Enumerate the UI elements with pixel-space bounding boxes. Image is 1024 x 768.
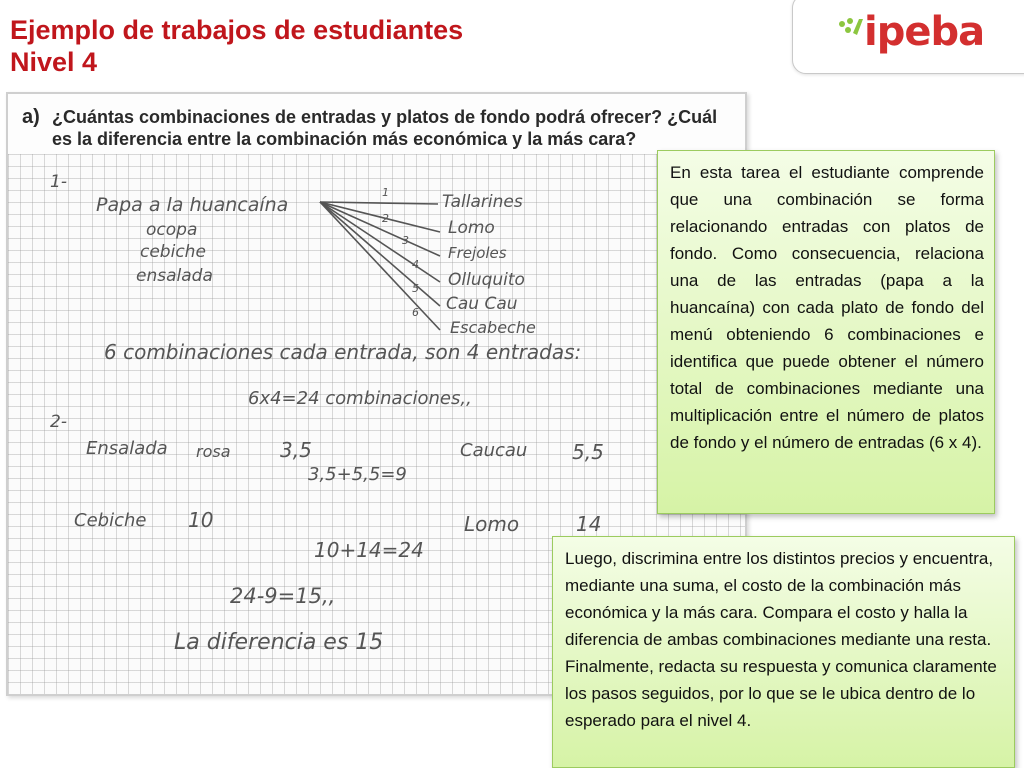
hw-sentence: 6 combinaciones cada entrada, son 4 entradas: [104,340,582,364]
logo-panel [792,0,1024,74]
hw-entrada-4: ensalada [136,266,213,286]
question-text: ¿Cuántas combinaciones de entradas y platos de fondo podrá ofrecer? ¿Cuál es la diferencia entre la combinación más económica y la más cara? [52,107,718,149]
hw-calc-3: 10+14=24 [314,538,424,562]
hw-number-3: 3 [402,234,409,247]
hw-ensalada-rosa: rosa [196,442,231,461]
hw-plato-4: Olluquito [448,270,525,290]
hw-cebiche-price: 10 [188,508,214,532]
hw-cebiche: Cebiche [74,510,147,531]
hw-ensalada-price: 3,5 [280,438,312,462]
hw-number-6: 6 [412,306,419,319]
ipeba-leaf-logo-icon [837,15,867,45]
hw-plato-5: Cau Cau [446,294,518,314]
hw-plato-3: Frejoles [448,244,507,262]
hw-answer: La diferencia es 15 [174,630,384,655]
hw-entrada-2: ocopa [146,220,198,240]
logo-text: ipeba [864,9,985,55]
hw-caucau: Caucau [460,440,528,461]
hw-lomo-price: 14 [576,512,602,536]
hw-calc-2: 3,5+5,5=9 [308,464,407,485]
hw-entrada-3: cebiche [140,242,206,262]
hw-number-4: 4 [412,258,419,271]
slide-title [10,14,463,78]
hw-plato-6: Escabeche [450,318,536,337]
commentary-box-1 [657,150,995,514]
question-letter: a) [22,106,40,128]
hw-part2-label: 2- [50,412,67,432]
hw-calc-1: 6x4=24 combinaciones,, [248,388,472,409]
slide-title-line1: Ejemplo de trabajos de estudiantes [10,15,464,45]
hw-plato-1: Tallarines [442,192,523,212]
hw-ensalada: Ensalada [86,438,168,459]
commentary-box-2 [552,536,1015,768]
hw-calc-4: 24-9=15,, [230,584,336,608]
slide-title-line2: Nivel 4 [10,47,98,77]
hw-plato-2: Lomo [448,218,495,238]
hw-number-2: 2 [382,212,389,225]
hw-lomo: Lomo [464,512,520,536]
commentary-text-1: En esta tarea el estudiante comprende que una combinación se forma relacionando entradas con platos de fondo. Como consecuencia, relaciona una de las entradas (papa a la huancaína) con cada plato de fondo del menú obteniendo 6 combinaciones e identifica que puede obtener el número total de combinaciones mediante una multiplicación entre el número de platos de fondo y el número de entradas (6 x 4). [670,163,984,452]
hw-entrada-1: Papa a la huancaína [96,194,289,216]
hw-caucau-price: 5,5 [572,440,604,464]
commentary-text-2: Luego, discrimina entre los distintos precios y encuentra, mediante una suma, el costo de la combinación más económica y la más cara. Compara el costo y halla la diferencia de ambas combinaciones mediante una resta. Finalmente, redacta su respuesta y comunica claramente los pasos seguidos, por lo que se le ubica dentro de lo esperado para el nivel 4. [565,549,997,730]
hw-part1-label: 1- [50,172,67,192]
hw-number-1: 1 [382,186,389,199]
hw-number-5: 5 [412,282,419,295]
